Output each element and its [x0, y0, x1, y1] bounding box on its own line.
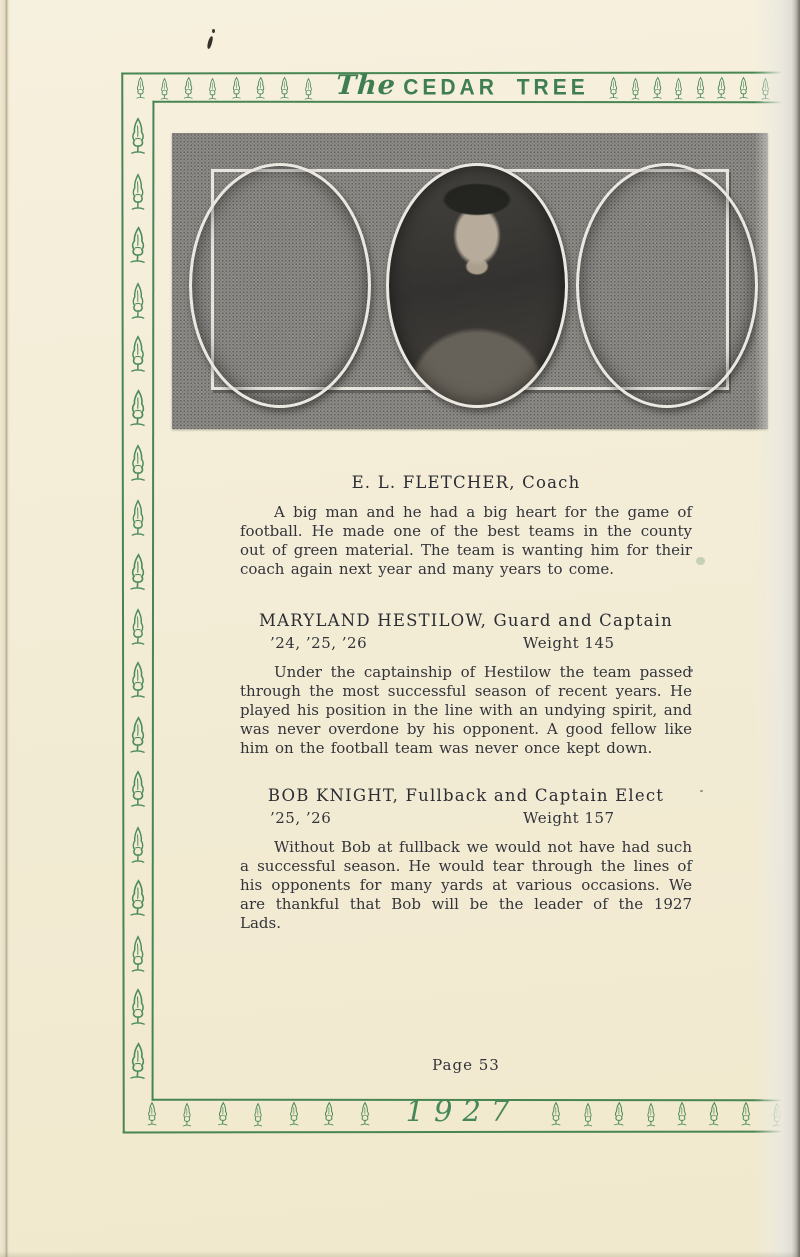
cedar-tree-icon — [735, 76, 752, 101]
cedar-tree-icon — [609, 1101, 629, 1128]
cedar-tree-icon — [205, 77, 221, 101]
cedar-tree-icon — [628, 77, 644, 101]
captain-elect-heading: BOB KNIGHT, Fullback and Captain Elect — [267, 786, 665, 805]
cedar-tree-icon — [123, 715, 151, 758]
coach-paragraph: A big man and he had a big heart for the game of football. He made one of the best teams in the county out of green material. The team is wanting him for their coach again next year and many years to come. — [240, 503, 692, 578]
cedar-tree-icon — [125, 660, 151, 702]
section-captain-elect — [240, 785, 692, 933]
cedar-tree-icon — [123, 1041, 151, 1084]
section-coach — [240, 472, 692, 579]
cedar-tree-icon — [673, 1101, 691, 1128]
bottom-ornament-band — [125, 1094, 800, 1128]
captain-heading: MARYLAND HESTILOW, Guard and Captain — [259, 611, 673, 630]
cedar-tree-icon — [123, 551, 151, 594]
cedar-tree-icon — [356, 1101, 374, 1128]
coach-portrait-oval — [189, 163, 371, 408]
page-edge-right — [754, 0, 800, 1257]
cedar-tree-icon — [126, 498, 150, 540]
cedar-tree-icon — [692, 76, 709, 101]
left-ornament-column — [123, 104, 152, 1096]
captain-elect-paragraph: Without Bob at fullback we would not have had such a successful season. He would tear through the lines of his opponents for many yards at various occasions. We are thankful that Bob will be the leader of the 1927 Lads. — [240, 838, 692, 932]
cedar-tree-icon — [301, 77, 317, 101]
cedar-tree-icon — [125, 334, 151, 376]
section-captain — [240, 610, 692, 758]
paper-speck — [700, 790, 703, 792]
cedar-tree-icon — [132, 76, 149, 101]
cedar-tree-icon — [579, 1102, 596, 1128]
paper-speck — [696, 557, 705, 565]
captain-paragraph: Under the captainship of Hestilow the team passed through the most successful season of recent years. He played his position in the line with an undying spirit, and was never overdone by his opponent. A good fellow like him on the football team was never once kept down. — [240, 663, 692, 757]
tree-row-left — [125, 73, 324, 101]
captain-elect-meta-row — [240, 809, 692, 829]
cedar-tree-icon — [157, 77, 173, 101]
cedar-tree-icon — [276, 76, 293, 101]
cedar-tree-icon — [228, 76, 245, 101]
cedar-tree-icon — [123, 388, 151, 431]
cedar-tree-icon — [605, 76, 622, 101]
cedar-tree-icon — [671, 77, 687, 101]
captain-weight: Weight 145 — [523, 634, 615, 652]
cedar-tree-icon — [125, 987, 151, 1029]
cedar-tree-icon — [643, 1102, 660, 1128]
page-edge-bottom — [0, 1251, 800, 1257]
ink-dot — [212, 29, 215, 33]
tree-row-bottom-left — [125, 1099, 392, 1128]
cedar-tree-icon — [123, 878, 151, 921]
cedar-tree-icon — [179, 76, 198, 101]
captain-elect-portrait-oval — [576, 163, 758, 408]
cedar-tree-icon — [179, 1102, 196, 1128]
cedar-tree-icon — [320, 1101, 340, 1128]
cedar-tree-icon — [713, 76, 732, 101]
cedar-tree-icon — [126, 281, 150, 323]
top-ornament-band — [125, 70, 800, 101]
cedar-tree-icon — [251, 76, 270, 101]
cedar-tree-icon — [213, 1101, 233, 1128]
cedar-tree-icon — [143, 1101, 161, 1128]
cedar-tree-icon — [125, 769, 151, 811]
captain-elect-years: ’25, ’26 — [270, 809, 332, 827]
cedar-tree-icon — [125, 443, 151, 485]
cedar-tree-icon — [126, 825, 150, 867]
cedar-tree-icon — [126, 607, 150, 649]
year-label: 1927 — [405, 1094, 520, 1128]
cedar-tree-icon — [648, 76, 667, 101]
book-title-caps: CEDAR TREE — [403, 75, 589, 100]
book-title-script: The — [335, 70, 398, 101]
cedar-tree-icon — [547, 1101, 565, 1128]
cedar-tree-icon — [285, 1101, 303, 1128]
captain-portrait-oval — [386, 163, 568, 408]
coach-heading: E. L. FLETCHER, Coach — [351, 473, 581, 492]
cedar-tree-icon — [704, 1101, 724, 1128]
cedar-tree-icon — [123, 225, 151, 268]
page-number: Page 53 — [432, 1056, 500, 1074]
cedar-tree-icon — [737, 1101, 755, 1128]
team-photo — [172, 133, 768, 429]
cedar-tree-icon — [125, 116, 151, 158]
cedar-tree-icon — [126, 934, 150, 976]
captain-years: ’24, ’25, ’26 — [270, 634, 368, 652]
cedar-tree-icon — [250, 1102, 267, 1128]
ink-mark — [206, 36, 213, 50]
page-edge-left — [0, 0, 10, 1257]
cedar-tree-icon — [126, 172, 150, 214]
captain-meta-row — [240, 634, 692, 654]
book-title — [324, 72, 600, 101]
captain-elect-weight: Weight 157 — [523, 809, 615, 827]
